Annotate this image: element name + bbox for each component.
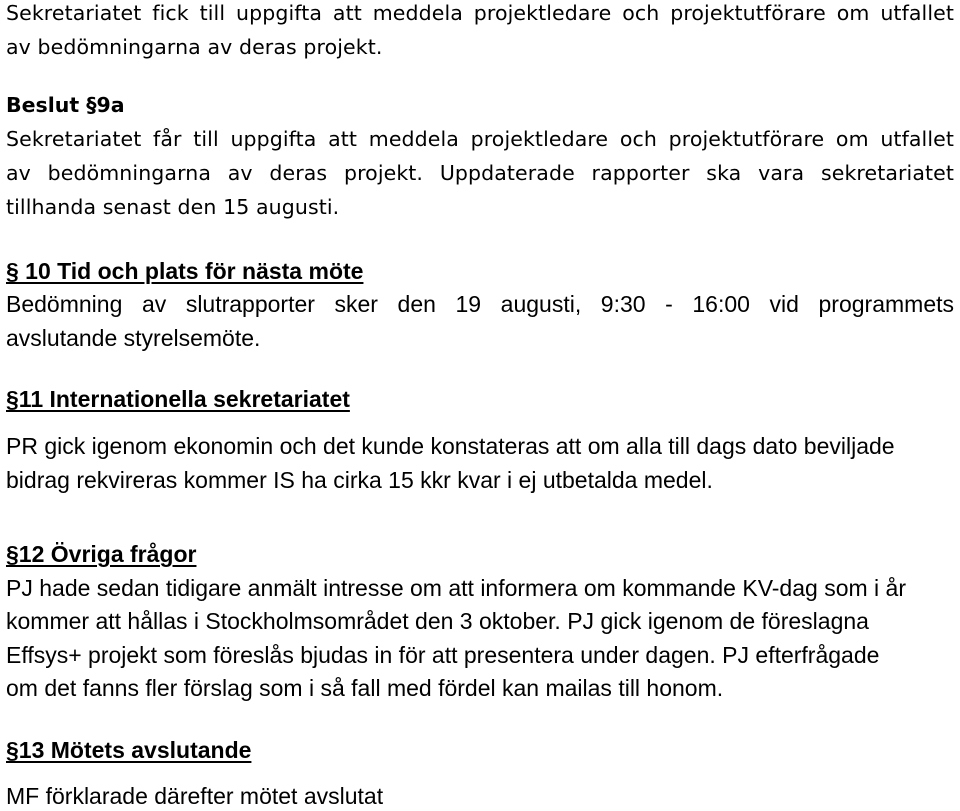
- section-11-line-1: PR gick igenom ekonomin och det kunde konstateras att om alla till dags dato beviljade: [6, 433, 895, 459]
- section-12-line-2: kommer att hållas i Stockholmsområdet den 3 oktober. PJ gick igenom de föreslagna: [6, 608, 869, 634]
- section-12-line-3: Effsys+ projekt som föreslås bjudas in för att presentera under dagen. PJ efterfrågade: [6, 642, 880, 668]
- section-13-line-1: MF förklarade därefter mötet avslutat: [6, 783, 384, 809]
- beslut-9a-heading: Beslut §9a: [6, 93, 125, 117]
- beslut-9a-line-3: tillhanda senast den 15 augusti.: [6, 195, 340, 219]
- section-13-heading: §13 Mötets avslutande: [6, 737, 252, 763]
- section-12-heading: §12 Övriga frågor: [6, 541, 197, 567]
- section-12-line-4: om det fanns fler förslag som i så fall med fördel kan mailas till honom.: [6, 675, 724, 701]
- section-11-heading: §11 Internationella sekretariatet: [6, 386, 350, 412]
- intro-line-1: Sekretariatet fick till uppgifta att meddela projektledare och projektutförare om utfallet: [6, 1, 954, 25]
- beslut-9a-line-1: Sekretariatet får till uppgifta att meddela projektledare och projektutförare om utfallet: [6, 127, 954, 151]
- beslut-9a-line-2: av bedömningarna av deras projekt. Uppdaterade rapporter ska vara sekretariatet: [6, 161, 954, 185]
- section-10-line-1: Bedömning av slutrapporter sker den 19 augusti, 9:30 - 16:00 vid programmets: [6, 291, 954, 317]
- section-10-heading: § 10 Tid och plats för nästa möte: [6, 258, 364, 284]
- intro-line-2: av bedömningarna av deras projekt.: [6, 35, 383, 59]
- section-12-line-1: PJ hade sedan tidigare anmält intresse om att informera om kommande KV-dag som i år: [6, 575, 906, 601]
- section-11-line-2: bidrag rekvireras kommer IS ha cirka 15 kkr kvar i ej utbetalda medel.: [6, 467, 713, 493]
- section-10-line-2: avslutande styrelsemöte.: [6, 325, 261, 351]
